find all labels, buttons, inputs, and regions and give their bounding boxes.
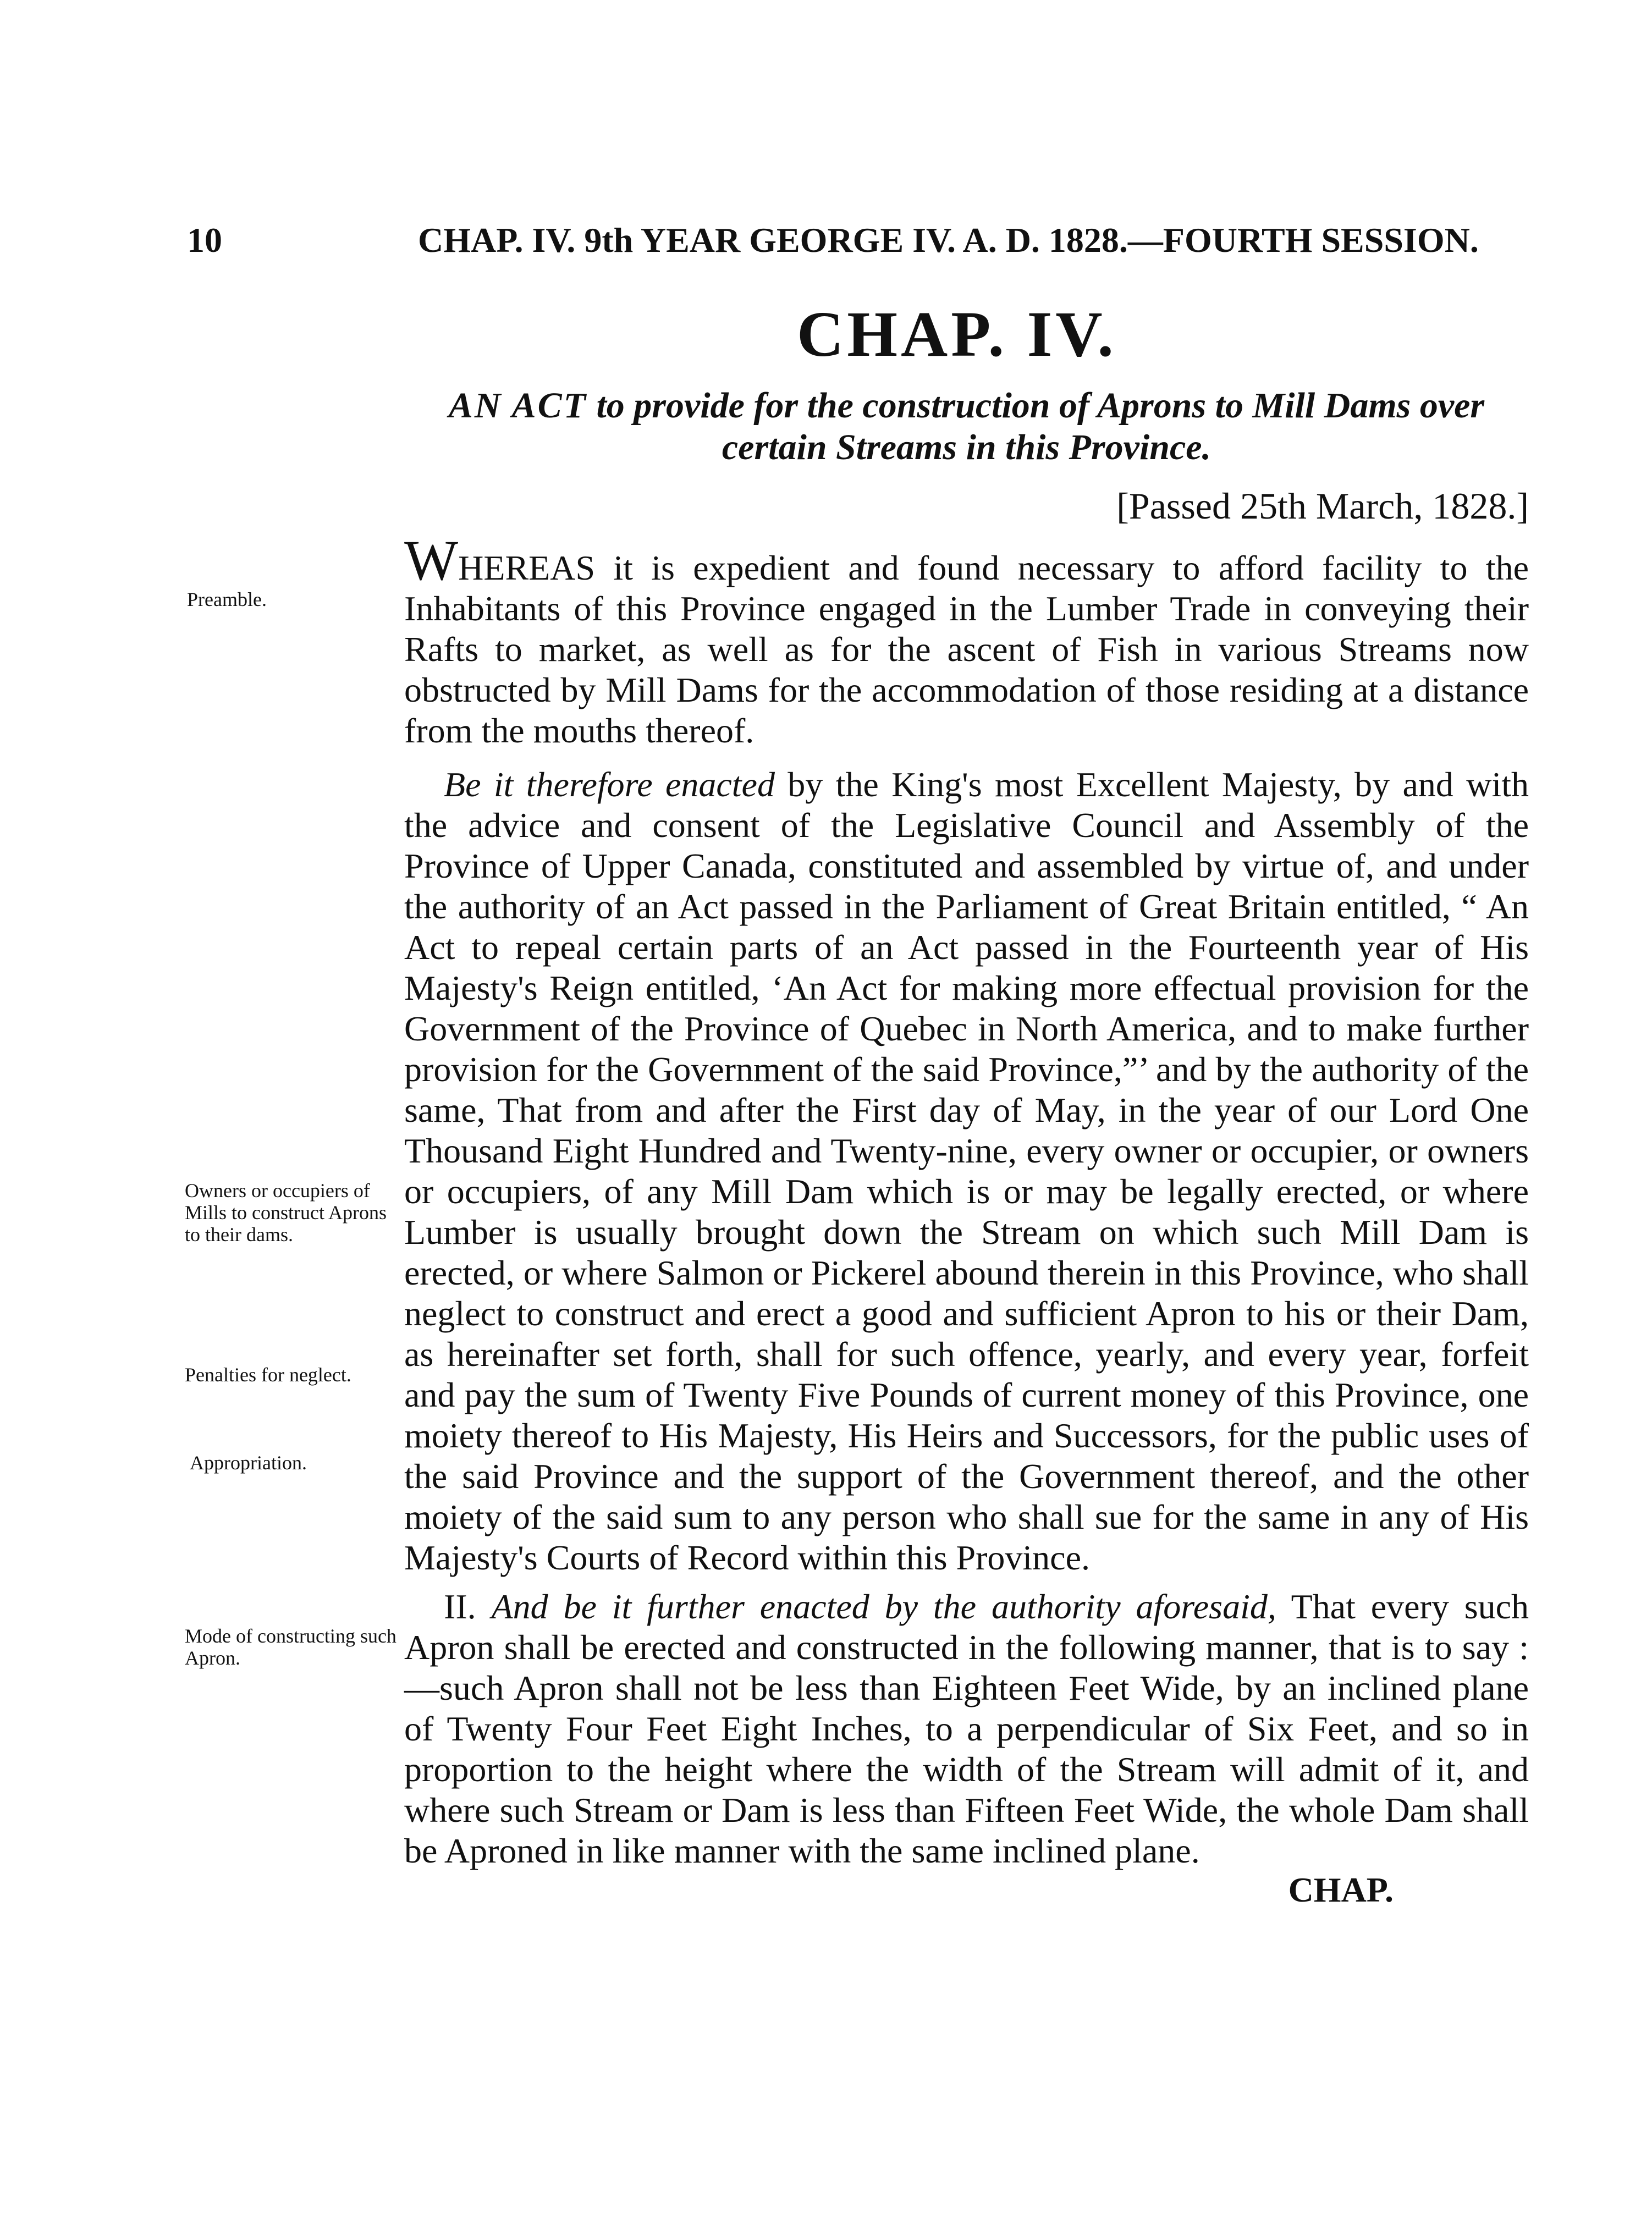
preamble-initial: W bbox=[404, 529, 459, 592]
margin-note-appropriation: Appropriation. bbox=[190, 1452, 307, 1474]
enact-lead: Be it therefore enacted bbox=[444, 765, 775, 804]
preamble-text: HEREAS it is expedient and found necessary to afford facility to the Inhabitants of this Province engaged in the Lumber Trade in conveying their Rafts to market, as well as for the ascent of Fish in various Streams now obstructed by Mill Dams for the accommodation of those residing at a distance from the mouths thereof. bbox=[404, 548, 1529, 750]
enacting-paragraph bbox=[404, 764, 1529, 1578]
margin-note-owners: Owners or occupiers of Mills to construct Aprons to their dams. bbox=[185, 1180, 387, 1246]
act-title-rest: to provide for the construction of Aprons to Mill Dams over certain Streams in this Province. bbox=[596, 385, 1485, 467]
margin-note-penalties: Penalties for neglect. bbox=[185, 1364, 351, 1386]
act-title bbox=[404, 385, 1529, 469]
chapter-heading: CHAP. IV. bbox=[797, 298, 1117, 370]
running-head bbox=[187, 220, 1562, 269]
section-two-text: That every such Apron shall be erected and constructed in the following manner, that is to say :—such Apron shall not be less than Eighteen Feet Wide, by an inclined plane of Twenty Four Feet Eight Inches, to a perpendicular of Six Feet, and so in proportion to the height where the width of the Stream will admit of it, and where such Stream or Dam is less than Fifteen Feet Wide, the whole Dam shall be Aproned in like manner with the same inclined plane. bbox=[404, 1587, 1529, 1870]
section-two-lead: And be it further enacted by the authority aforesaid, bbox=[491, 1587, 1276, 1626]
section-two-number: II. bbox=[444, 1587, 492, 1626]
running-title: CHAP. IV. 9th YEAR GEORGE IV. A. D. 1828.—FOURTH SESSION. bbox=[418, 221, 1479, 260]
catchword: CHAP. bbox=[1288, 1870, 1394, 1909]
margin-note-mode: Mode of constructing such Apron. bbox=[185, 1625, 397, 1669]
section-two-paragraph bbox=[404, 1586, 1529, 1871]
margin-note-preamble: Preamble. bbox=[187, 588, 267, 610]
passed-date: [Passed 25th March, 1828.] bbox=[1116, 485, 1529, 527]
act-title-lead: AN ACT bbox=[448, 385, 587, 426]
preamble-paragraph bbox=[404, 529, 1529, 751]
page-number: 10 bbox=[187, 221, 222, 260]
enact-text: by the King's most Excellent Majesty, by and with the advice and consent of the Legislative Council and Assembly of the Province of Upper Canada, constituted and assembled by virtue of, and under the authority of an Act passed in the Parliament of Great Britain entitled, “ An Act to repeal certain parts of an Act passed in the Fourteenth year of His Majesty's Reign entitled, ‘An Act for making more effectual provision for the Government of the Province of Quebec in North America, and to make further provision for the Government of the said Province,”’ and by the authority of the same, That from and after the First day of May, in the year of our Lord One Thousand Eight Hundred and Twenty-nine, every owner or occupier, or owners or occupiers, of any Mill Dam which is or may be legally erected, or where Lumber is usually brought down the Stream on which such Mill Dam is erected, or where Salmon or Pickerel abound therein in this Province, who shall neglect to construct and erect a good and sufficient Apron to his or their Dam, as hereinafter set forth, shall for such offence, yearly, and every year, forfeit and pay the sum of Twenty Five Pounds of current money of this Province, one moiety thereof to His Majesty, His Heirs and Successors, for the public uses of the said Province and the support of the Government thereof, and the other moiety of the said sum to any person who shall sue for the same in any of His Majesty's Courts of Record within this Province. bbox=[404, 765, 1529, 1577]
